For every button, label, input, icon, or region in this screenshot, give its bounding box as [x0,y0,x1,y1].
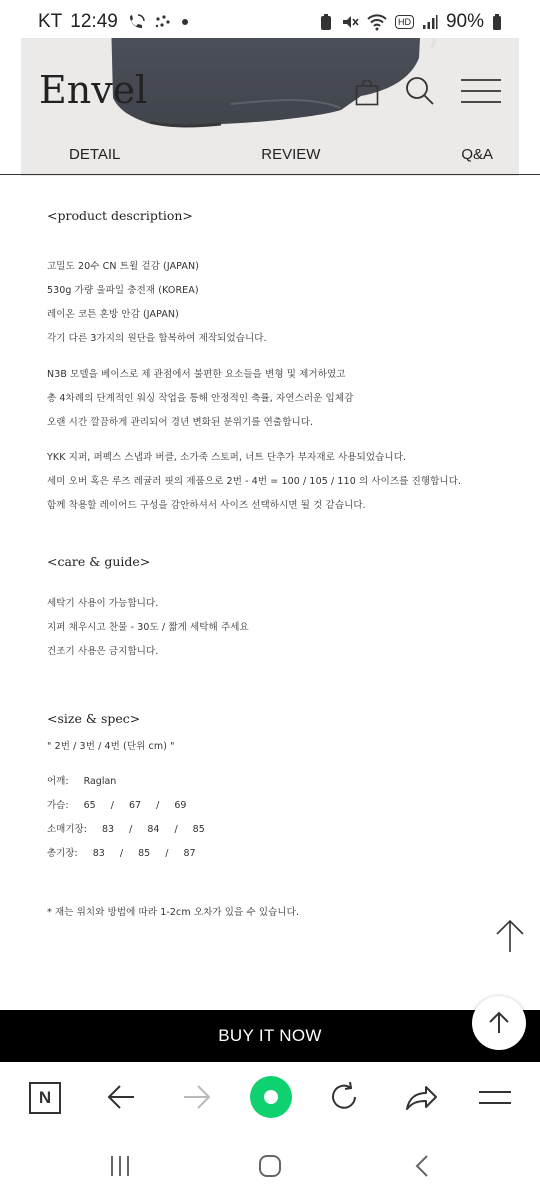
spec-separator: / [119,848,124,859]
battery-saver-icon [319,13,333,31]
product-tabs [21,142,519,172]
description-line: 오랜 시간 깔끔하게 관리되어 경년 변화된 분위기를 연출합니다. [47,417,314,428]
size-unit-note: " 2번 / 3번 / 4번 (단위 cm) " [47,741,175,752]
spec-label: 가슴: [47,800,69,811]
browser-toolbar [0,1062,540,1136]
hd-badge: HD [395,15,414,29]
forward-arrow-icon[interactable] [182,1084,212,1110]
description-line: YKK 지퍼, 퍼펙스 스냅과 버클, 소가죽 스토퍼, 너트 단추가 부자재로 사용되었습니다. [47,452,407,463]
green-dot-inner [264,1090,278,1104]
mute-icon [341,13,359,31]
description-line: 각기 다른 3가지의 원단을 합복하여 제작되었습니다. [47,333,267,344]
description-line: 고밀도 20수 CN 트윌 겉감 (JAPAN) [47,261,200,272]
status-right [319,11,502,33]
refresh-icon[interactable] [328,1081,360,1113]
spec-value: 69 [174,800,187,811]
battery-icon [492,13,502,31]
dots-status-icon [154,13,172,31]
spec-separator: / [165,848,169,859]
brand-logo[interactable]: Envel [39,68,148,112]
header-divider [0,174,540,175]
spec-row-sleeve [47,821,205,835]
home-icon[interactable] [258,1154,282,1178]
buy-it-now-button[interactable]: BUY IT NOW [0,1010,540,1062]
tab-qna[interactable]: Q&A [461,146,493,163]
section-title-care-guide: <care & guide> [47,554,151,569]
site-header [21,38,519,176]
wifi-icon [367,13,387,31]
spec-value: 84 [147,824,160,835]
description-line: 세미 오버 혹은 루즈 레귤러 핏의 제품으로 2번 - 4번 = 100 / 105 / 110 의 사이즈를 진행합니다. [47,476,462,487]
size-disclaimer: * 재는 위치와 방법에 따라 1-2cm 오차가 있을 수 있습니다. [47,907,300,918]
spec-value: 83 [92,848,105,859]
status-left [38,11,190,33]
browser-menu-icon[interactable] [478,1088,512,1108]
section-title-product-description: <product description> [47,208,193,223]
spec-separator: / [129,824,133,835]
spec-separator: / [156,800,160,811]
naver-home-button[interactable]: N [29,1082,61,1114]
description-line: 530g 가량 울파일 충전재 (KOREA) [47,285,199,296]
search-icon[interactable] [405,76,435,106]
scroll-to-top-button[interactable] [472,996,526,1050]
spec-label: 총기장: [47,848,78,859]
care-line: 세탁기 사용이 가능합니다. [47,598,159,609]
wifi-call-icon [126,13,146,31]
spec-row-chest [47,797,186,811]
description-line: N3B 모델을 베이스로 제 관점에서 불편한 요소들을 변형 및 제거하였고 [47,369,346,380]
spec-separator: / [110,800,114,811]
tab-detail[interactable]: DETAIL [69,146,121,163]
spec-value: Raglan [83,776,117,787]
arrow-up-icon[interactable] [494,918,526,954]
back-nav-icon[interactable] [412,1154,432,1178]
spec-label: 어깨: [47,776,69,787]
spec-value: 85 [192,824,205,835]
notification-dot-icon [180,17,190,27]
spec-label: 소매기장: [47,824,87,835]
hamburger-menu-icon[interactable] [461,78,501,104]
spec-value: 65 [83,800,96,811]
care-line: 건조기 사용은 금지합니다. [47,646,159,657]
share-icon[interactable] [404,1084,438,1112]
back-arrow-icon[interactable] [106,1084,136,1110]
battery-percent: 90% [445,11,484,32]
recent-apps-icon[interactable] [108,1154,132,1178]
shopping-bag-icon[interactable] [355,80,379,106]
green-dot-button[interactable] [250,1076,292,1118]
spec-row-shoulder [47,773,116,787]
description-line: 총 4차례의 단계적인 워싱 작업을 통해 안정적인 축률, 자연스러운 입체감 [47,393,354,404]
section-title-size-spec: <size & spec> [47,711,141,726]
arrow-up-icon [488,1011,510,1035]
carrier-label: KT [38,11,63,32]
spec-row-length [47,845,196,859]
spec-value: 85 [138,848,151,859]
spec-separator: / [174,824,178,835]
tab-review[interactable]: REVIEW [261,146,321,163]
spec-value: 83 [101,824,115,835]
clock: 12:49 [70,11,118,32]
spec-value: 87 [183,848,196,859]
system-navigation-bar [0,1136,540,1200]
description-line: 레이온 코튼 혼방 안감 (JAPAN) [47,309,179,320]
signal-icon [422,14,438,30]
description-line: 함께 착용할 레이어드 구성을 감안하셔서 사이즈 선택하시면 될 것 같습니다. [47,500,366,511]
spec-value: 67 [128,800,142,811]
care-line: 지퍼 채우시고 찬물 - 30도 / 짧게 세탁해 주세요 [47,622,249,633]
